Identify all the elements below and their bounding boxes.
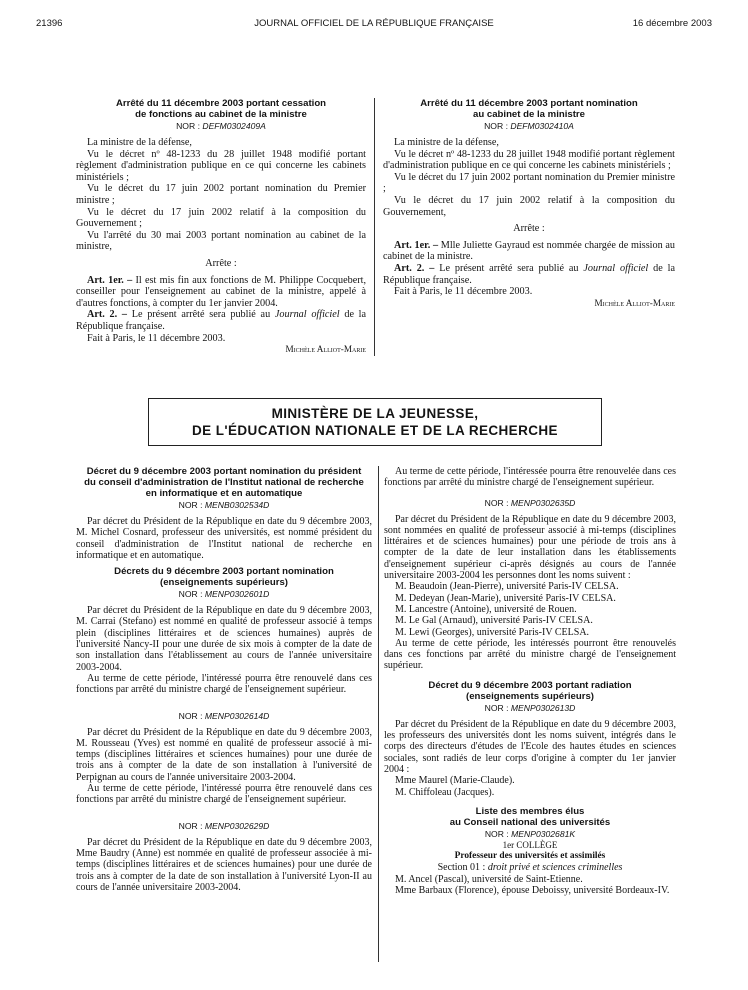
paragraph: Vu l'arrêté du 30 mai 2003 portant nomination au cabinet de la ministre, [76, 229, 366, 253]
nor-reference: NOR : MENB0302534D [178, 500, 270, 510]
list-item: M. Beaudoin (Jean-Pierre), université Paris-IV CELSA. [395, 581, 619, 593]
paragraph: Par décret du Président de la République en date du 9 décembre 2003, sont nommées en qualité de professeur associé à mi-temps (disciplines littéraires et de sciences humaines) pour une période de trois ans à compter de la date de leur installation dans les établissements d'enseignement supérieur ci-après désignés au cours de l'année universitaire 2003-2004 les personnes dont les noms suivent : [384, 513, 676, 582]
paragraph: Par décret du Président de la République en date du 9 décembre 2003, M. Rousseau (Yves) est nommé en qualité de professeur associé à mi-temps (disciplines littéraires et sciences humaines) pour une durée de trois ans à compter de la date de son installation à l'université de Perpignan au cours de l'année universitaire 2003-2004. [76, 726, 372, 783]
nor-reference: NOR : MENP0302681K [484, 828, 576, 839]
decree-title: Décrets du 9 décembre 2003 portant nomination [114, 566, 334, 578]
signature: Michèle Alliot-Marie [285, 344, 366, 355]
list-item: M. Lancestre (Antoine), université de Rouen. [395, 603, 577, 615]
list-item: M. Lewi (Georges), université Paris-IV CELSA. [395, 626, 590, 638]
column-divider [374, 98, 375, 356]
nor-reference: NOR : MENP0302601D [178, 589, 270, 600]
done-at: Fait à Paris, le 11 décembre 2003. [87, 332, 226, 344]
section-heading: Section 01 : droit privé et sciences criminelles [437, 862, 623, 874]
bottom-right-column [384, 466, 676, 896]
nor-reference: NOR : MENP0302635D [484, 497, 576, 508]
paragraph: Vu le décret nº 48-1233 du 28 juillet 1948 modifié portant règlement d'administration publique en ce qui concerne les cabinets ministériels ; [383, 148, 675, 172]
article-title: Arrêté du 11 décembre 2003 portant cessation [115, 98, 327, 109]
paragraph: Vu le décret du 17 juin 2002 relatif à la composition du Gouvernement ; [76, 206, 366, 230]
member-item: Mme Barbaux (Florence), épouse Deboissy, université Bordeaux-IV. [395, 885, 670, 897]
list-item: Mme Maurel (Marie-Claude). [395, 775, 515, 787]
paragraph: Vu le décret du 17 juin 2002 portant nomination du Premier ministre ; [76, 183, 366, 206]
decree-title: Décret du 9 décembre 2003 portant nomination du président du conseil d'administration de l'Institut national de recherche en informatique et en automatique [84, 466, 364, 499]
done-at: Fait à Paris, le 11 décembre 2003. [394, 286, 533, 298]
arrete-label: Arrête : [513, 223, 545, 235]
nor-reference: NOR : DEFM0302409A [176, 121, 266, 131]
page-number: 21396 [36, 18, 63, 29]
running-header [36, 18, 712, 32]
paragraph: Vu le décret du 17 juin 2002 portant nomination du Premier ministre ; [383, 171, 675, 195]
ministry-line-2: DE L'ÉDUCATION NATIONALE ET DE LA RECHERCHE [192, 423, 558, 438]
top-right-column [383, 98, 675, 309]
journal-title: JOURNAL OFFICIEL DE LA RÉPUBLIQUE FRANÇAISE [254, 18, 494, 29]
article-title-line2: de fonctions au cabinet de la ministre [135, 109, 307, 120]
list-item: M. Le Gal (Arnaud), université Paris-IV CELSA. [395, 615, 593, 627]
column-divider [378, 466, 379, 962]
ministry-line-1: MINISTÈRE DE LA JEUNESSE, [271, 406, 479, 421]
list-title-line2: au Conseil national des universités [449, 816, 611, 828]
nor-reference: NOR : MENP0302613D [484, 702, 576, 713]
member-item: M. Ancel (Pascal), université de Saint-Etienne. [395, 873, 583, 885]
college-heading: 1er COLLÈGE [502, 839, 558, 850]
issue-date: 16 décembre 2003 [632, 18, 712, 29]
decree-title-line2: (enseignements supérieurs) [160, 577, 288, 589]
paragraph: La ministre de la défense, [394, 137, 499, 148]
article-1: Art. 1er. – Mlle Juliette Gayraud est nommée chargée de mission au cabinet de la ministre. [383, 239, 675, 263]
top-left-column [76, 98, 366, 356]
article-title-line2: au cabinet de la ministre [473, 109, 585, 120]
decree-title-line2: (enseignements supérieurs) [466, 690, 594, 702]
nor-reference: NOR : MENP0302614D [178, 710, 270, 721]
article-2: Art. 2. – Le présent arrêté sera publié au Journal officiel de la République française. [383, 262, 676, 286]
list-item: M. Chiffoleau (Jacques). [395, 786, 495, 798]
college-subheading: Professeur des universités et assimilés [454, 851, 606, 862]
paragraph: Par décret du Président de la République en date du 9 décembre 2003, M. Michel Cosnard, professeur des universités, est nommé président du conseil d'administration de l'Institut national de recherche en informatique et en automatique. [76, 516, 372, 561]
paragraph: Au terme de cette période, l'intéressée pourra être renouvelée dans ces fonctions par arrêté du ministre chargé de l'enseignement supérieur. [384, 466, 676, 489]
paragraph: Vu le décret du 17 juin 2002 relatif à la composition du Gouvernement, [383, 194, 675, 218]
signature: Michèle Alliot-Marie [594, 297, 675, 308]
decree-title: Décret du 9 décembre 2003 portant radiation [428, 679, 632, 691]
article-2: Art. 2. – Le présent arrêté sera publié au Journal officiel de la République française. [76, 309, 367, 332]
article-1: Art. 1er. – Il est mis fin aux fonctions de M. Philippe Cocquebert, conseiller pour l'enseignement au cabinet de la ministre, appelé à d'autres fonctions, à compter du 1er janvier 2004. [76, 274, 366, 309]
list-item: M. Dedeyan (Jean-Marie), université Paris-IV CELSA. [395, 592, 616, 604]
paragraph: Par décret du Président de la République en date du 9 décembre 2003, les professeurs des universités dont les noms suivent, intégrés dans le corps des directeurs d'études de l'Ecole des hautes études en sciences sociales, sont radiés de leur corps d'origine à compter du 1er janvier 2004 : [384, 718, 676, 775]
nor-reference: NOR : MENP0302629D [178, 820, 270, 831]
ministry-heading-box [148, 398, 602, 446]
nor-reference: NOR : DEFM0302410A [484, 121, 574, 131]
bottom-left-column [76, 466, 372, 893]
paragraph: Par décret du Président de la République en date du 9 décembre 2003, M. Carrai (Stefano) est nommé en qualité de professeur associé à temps plein (disciplines littéraires et de sciences humaines) auprès de l'université Nancy-II pour une durée de six mois à compter de la date de son installation dans l'établissement au cours de l'année universitaire 2003-2004. [76, 605, 372, 673]
arrete-label: Arrête : [205, 257, 237, 269]
paragraph: La ministre de la défense, [87, 137, 192, 148]
paragraph: Vu le décret nº 48-1233 du 28 juillet 1948 modifié portant règlement d'administration publique en ce qui concerne les cabinets ministériels ; [76, 148, 366, 183]
paragraph: Au terme de cette période, les intéressés pourront être renouvelés dans ces fonctions par arrêté du ministre chargé de l'enseignement supérieur. [384, 637, 676, 672]
paragraph: Par décret du Président de la République en date du 9 décembre 2003, Mme Baudry (Anne) est nommée en qualité de professeur associée à mi-temps (disciplines littéraires et de sciences humaines) pour une durée de trois ans à compter de la date de son installation à l'université Lyon-II au cours de l'année universitaire 2003-2004. [76, 836, 372, 893]
paragraph: Au terme de cette période, l'intéressé pourra être renouvelé dans ces fonctions par arrêté du ministre chargé de l'enseignement supérieur. [76, 783, 372, 806]
paragraph: Au terme de cette période, l'intéressé pourra être renouvelé dans ces fonctions par arrêté du ministre chargé de l'enseignement supérieur. [76, 672, 372, 696]
list-title: Liste des membres élus [475, 805, 585, 817]
article-title: Arrêté du 11 décembre 2003 portant nomination [420, 98, 638, 109]
